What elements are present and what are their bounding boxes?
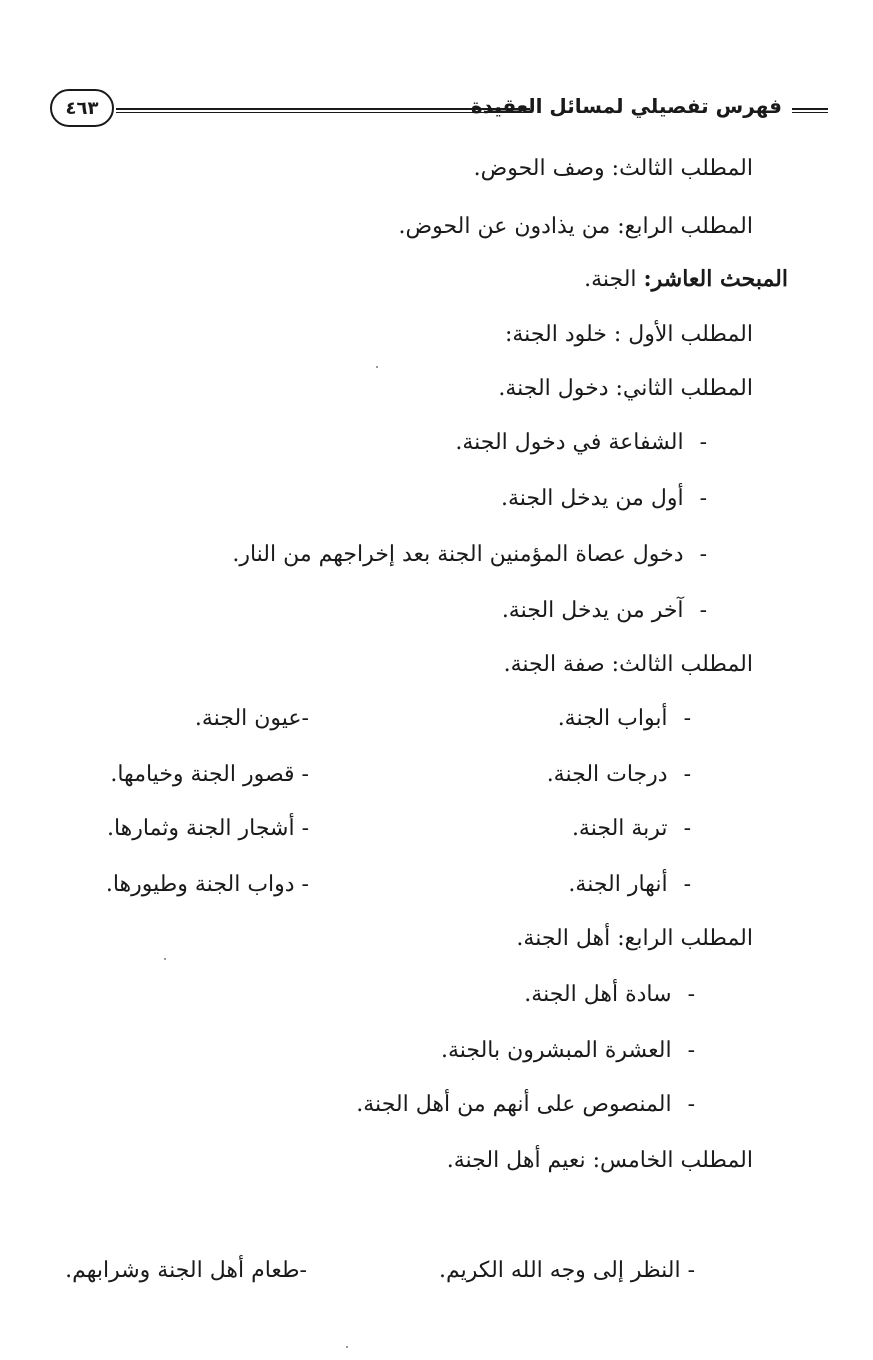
bullet-item (455, 428, 707, 458)
bullet-text: درجات الجنة. (546, 762, 668, 787)
subsection-heading: المطلب الثالث: وصف الحوض. (473, 156, 753, 181)
scan-speck (346, 1346, 348, 1348)
bullet-dash: - (699, 598, 707, 623)
section-heading (584, 264, 788, 295)
bullet-dash: - (687, 1092, 695, 1117)
subsection-heading: المطلب الثاني: دخول الجنة. (498, 376, 753, 401)
page-number: ٤٦٣ (50, 89, 114, 127)
bullet-item (524, 980, 695, 1010)
bullet-item (568, 870, 691, 900)
bullet-text: آخر من يدخل الجنة. (501, 598, 684, 623)
bullet-dash: - (683, 872, 691, 897)
bullet-item: -طعام أهل الجنة وشرابهم. (65, 1258, 307, 1283)
subsection-heading: المطلب الرابع: من يذادون عن الحوض. (398, 214, 753, 239)
bullet-item (441, 1036, 695, 1066)
page-header (48, 86, 828, 134)
header-rule-left (116, 108, 530, 113)
bullet-text: المنصوص على أنهم من أهل الجنة. (356, 1092, 672, 1117)
bullet-item (356, 1090, 695, 1120)
header-rule-right (792, 108, 828, 113)
bullet-text: تربة الجنة. (571, 816, 668, 841)
bullet-dash: - (699, 486, 707, 511)
scan-speck (376, 366, 378, 368)
bullet-item: - أشجار الجنة وثمارها. (106, 816, 309, 841)
bullet-item (502, 596, 707, 626)
subsection-heading: المطلب الأول : خلود الجنة: (504, 322, 753, 347)
bullet-item (501, 484, 707, 514)
bullet-dash: - (683, 816, 691, 841)
bullet-item (572, 814, 691, 844)
bullet-text: دخول عصاة المؤمنين الجنة بعد إخراجهم من النار. (232, 542, 684, 567)
bullet-dash: - (699, 430, 707, 455)
bullet-dash: - (699, 542, 707, 567)
section-label: المبحث العاشر: (643, 266, 788, 292)
bullet-dash: - (683, 706, 691, 731)
bullet-item: - دواب الجنة وطيورها. (105, 872, 309, 897)
subsection-heading: المطلب الخامس: نعيم أهل الجنة. (446, 1148, 753, 1173)
bullet-item (547, 760, 691, 790)
bullet-dash: - (687, 982, 695, 1007)
bullet-text: أول من يدخل الجنة. (500, 486, 684, 511)
bullet-item (558, 704, 691, 734)
section-topic: الجنة. (584, 267, 644, 292)
bullet-item (232, 540, 707, 570)
bullet-text: سادة أهل الجنة. (524, 982, 672, 1007)
running-title: فهرس تفصيلي لمسائل العقيدة (470, 94, 782, 118)
subsection-heading: المطلب الثالث: صفة الجنة. (503, 652, 753, 677)
scan-speck (164, 958, 166, 960)
bullet-text: أبواب الجنة. (557, 706, 668, 731)
bullet-dash: - (683, 762, 691, 787)
bullet-text: العشرة المبشرون بالجنة. (440, 1038, 672, 1063)
subsection-heading: المطلب الرابع: أهل الجنة. (516, 926, 753, 951)
bullet-text: الشفاعة في دخول الجنة. (455, 430, 684, 455)
bullet-dash: - (687, 1038, 695, 1063)
bullet-item: - النظر إلى وجه الله الكريم. (439, 1258, 695, 1283)
bullet-text: أنهار الجنة. (568, 872, 668, 897)
bullet-item: - قصور الجنة وخيامها. (110, 762, 309, 787)
bullet-item: -عيون الجنة. (194, 706, 309, 731)
